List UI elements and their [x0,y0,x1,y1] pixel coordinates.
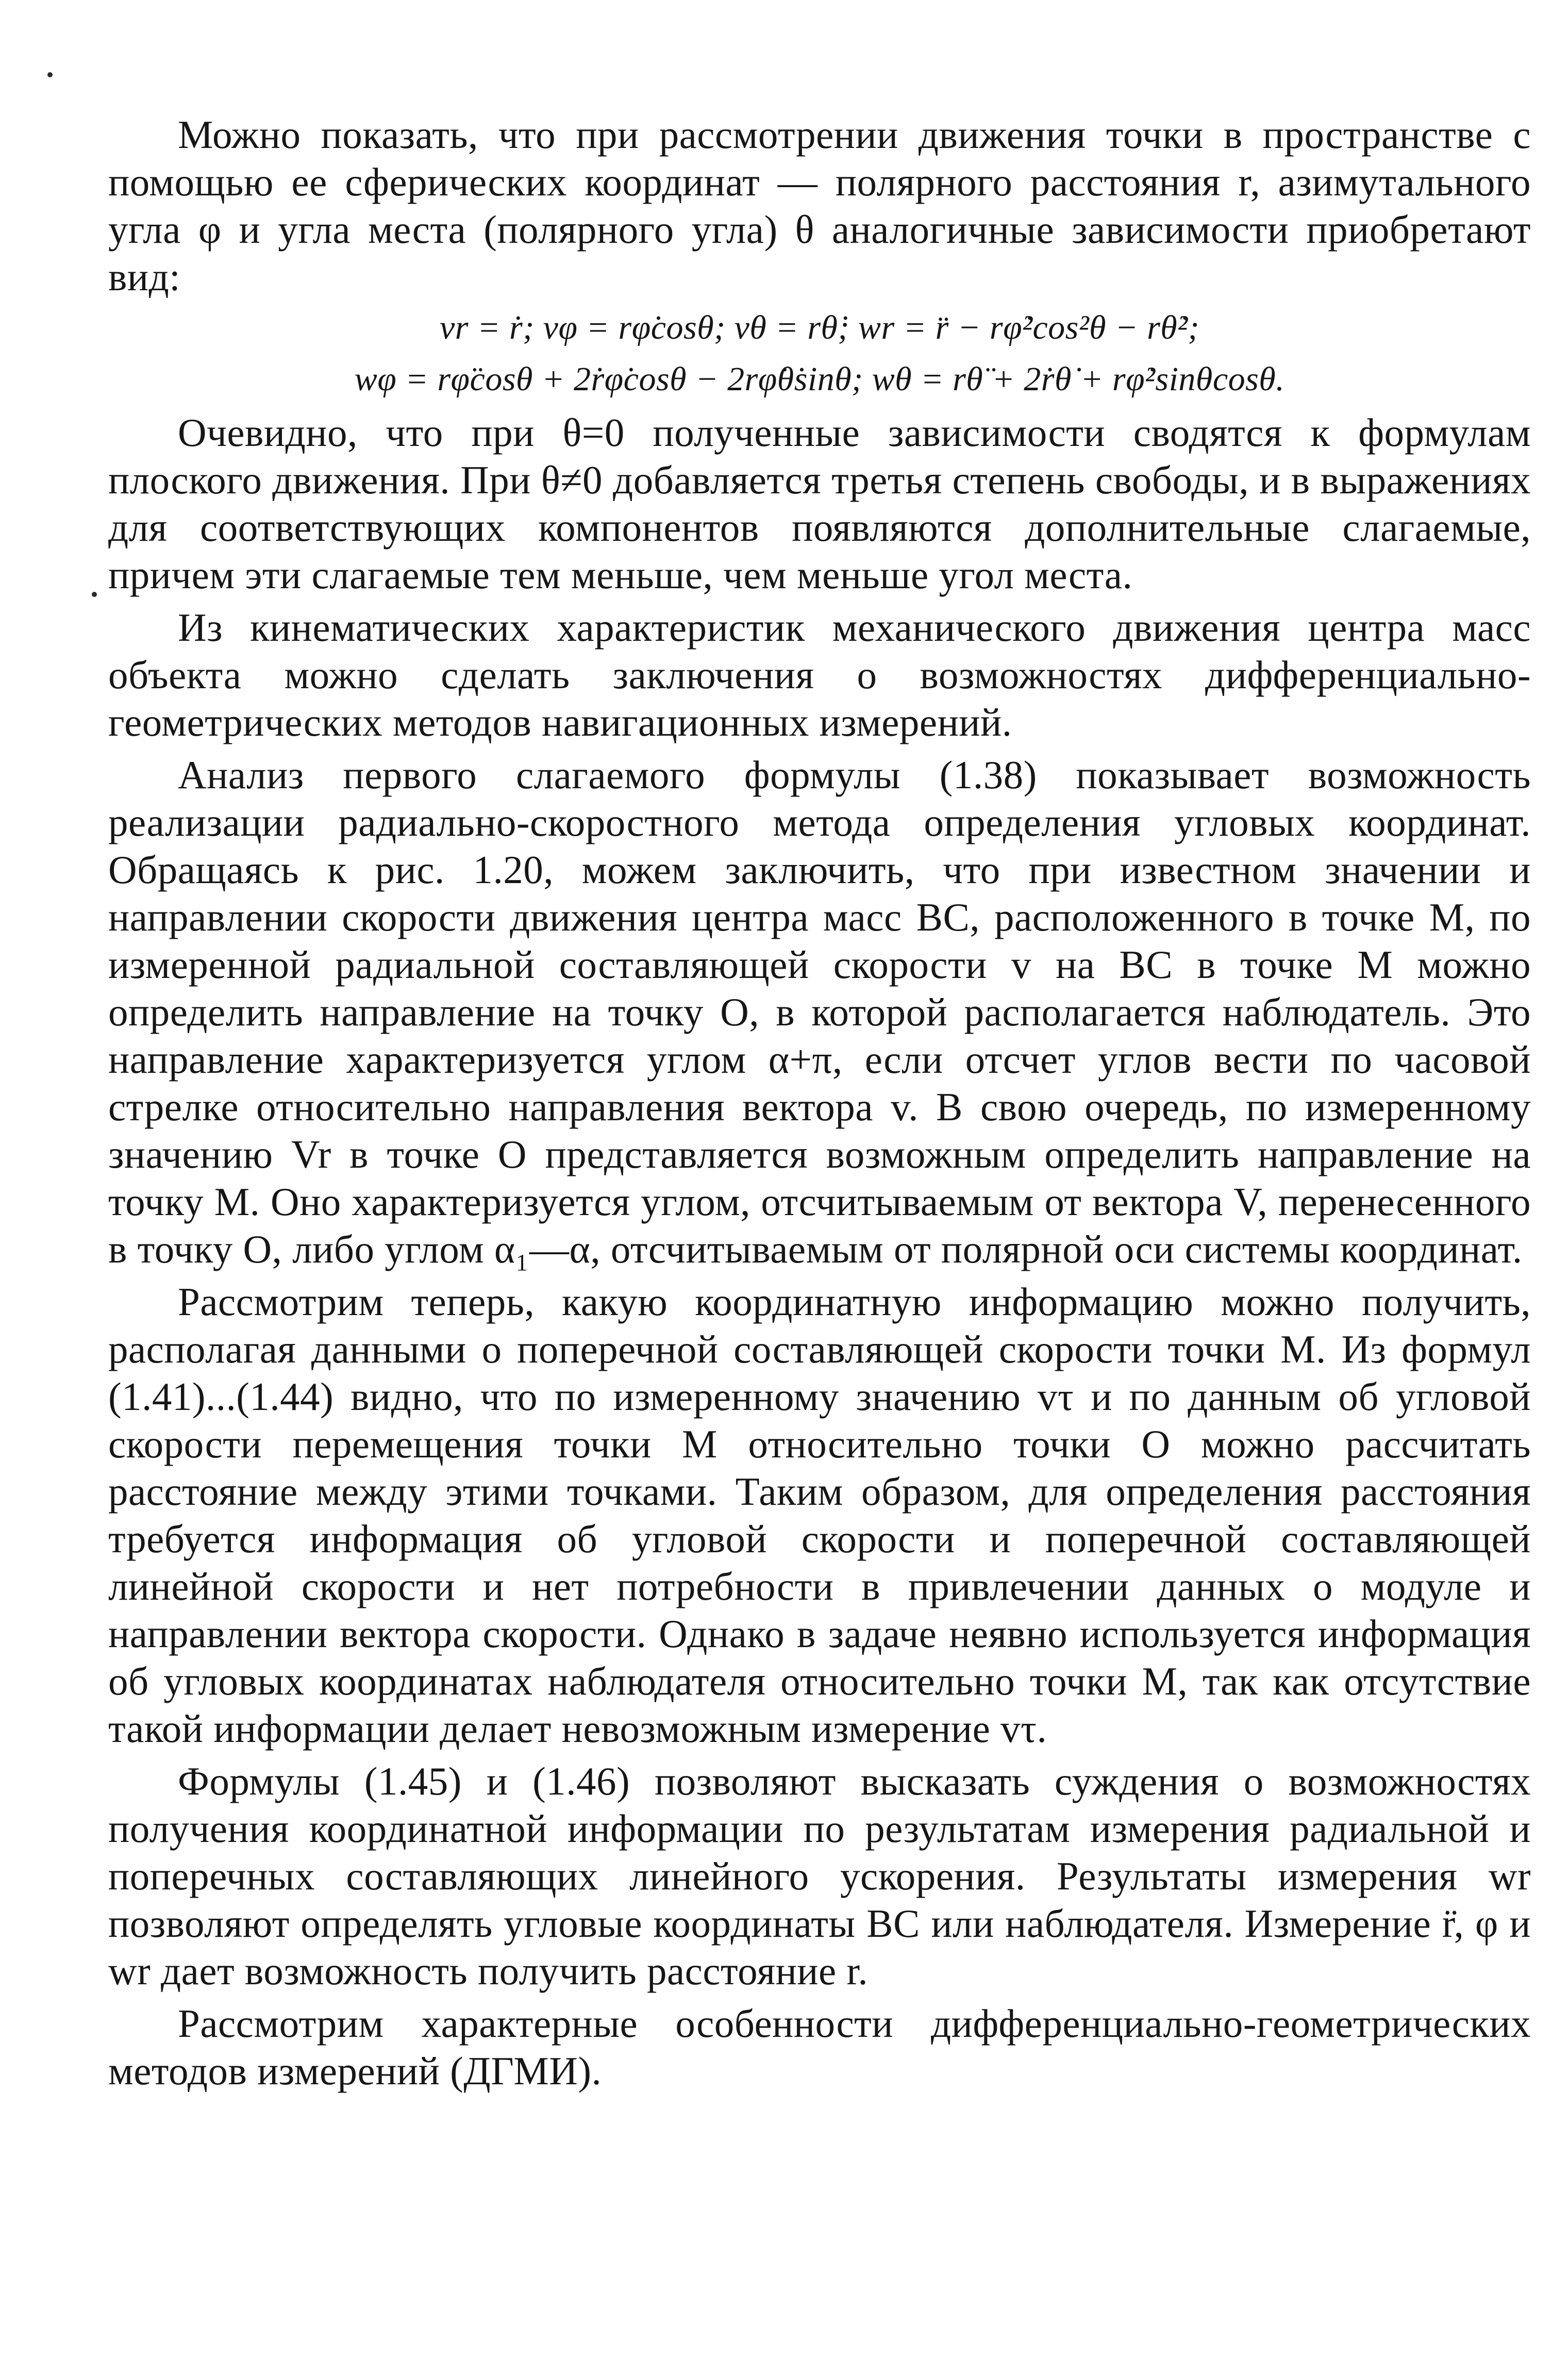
paragraph-kinematic-conclusions: Из кинематических характеристик механического движения центра масс объекта можно сделать заключения о возможностях дифференциально-геометрических методов навигационных измерений. [108,605,1531,744]
paragraph-acceleration-measurement: Формулы (1.45) и (1.46) позволяют высказать суждения о возможностях получения координатной информации по результатам измерения радиальной и поперечных составляющих линейного ускорения. Результаты измерения wr позволяют определять угловые координаты ВС или наблюдателя. Измерение r̈, φ и wr дает возможность получить расстояние r. [108,1759,1531,1993]
formula-velocity-components: vr = ṙ; vφ = rφ̇cosθ; vθ = rθ̇; wr = r̈ − rφ̇²cos²θ − rθ̇²; [440,309,1199,346]
paragraph-theta-zero: Очевидно, что при θ=0 полученные зависимости сводятся к формулам плоского движения. При θ≠0 добавляется третья степень свободы, и в выражениях для соответствующих компонентов появляются дополнительные слагаемые, причем эти слагаемые тем меньше, чем меньше угол места. [108,410,1531,597]
document-page [108,111,1531,2100]
scan-speck [47,72,53,77]
paragraph-transverse-velocity: Рассмотрим теперь, какую координатную информацию можно получить, располагая данными о поперечной составляющей скорости точки M. Из формул (1.41)...(1.44) видно, что по измеренному значению vτ и по данным об угловой скорости перемещения точки M относительно точки O можно рассчитать расстояние между этими точками. Таким образом, для определения расстояния требуется информация об угловой скорости и поперечной составляющей линейной скорости и нет потребности в привлечении данных о модуле и направлении вектора скорости. Однако в задаче неявно используется информация об угловых координатах наблюдателя относительно точки M, так как отсутствие такой информации делает невозможным измерение vτ. [108,1280,1531,1751]
paragraph-radial-velocity-method: Анализ первого слагаемого формулы (1.38) показывает возможность реализации радиально-скоростного метода определения угловых координат. Обращаясь к рис. 1.20, можем заключить, что при известном значении и направлении скорости движения центра масс ВС, расположенного в точке M, по измеренной радиальной составляющей скорости v на ВС в точке M можно определить направление на точку O, в которой располагается наблюдатель. Это направление характеризуется углом α+π, если отсчет углов вести по часовой стрелке относительно направления вектора v. В свою очередь, по измеренному значению Vr в точке O представляется возможным определить направление на точку M. Оно характеризуется углом, отсчитываемым от вектора V, перенесенного в точку O, либо углом α₁—α, отсчитываемым от полярной оси системы координат. [108,753,1531,1271]
paragraph-dgmi-features: Рассмотрим характерные особенности дифференциально-геометрических методов измерений (ДГМИ). [108,2001,1531,2093]
scan-speck [92,592,97,597]
paragraph-spherical-intro: Можно показать, что при рассмотрении движения точки в пространстве с помощью ее сферических координат — полярного расстояния r, азимутального угла φ и угла места (полярного угла) θ аналогичные зависимости приобретают вид: [108,112,1531,299]
formula-acceleration-components: wφ = rφ̈cosθ + 2ṙφ̇cosθ − 2rφ̇θ̇sinθ; wθ = rθ̈ + 2ṙθ̇ + rφ̇²sinθcosθ. [354,360,1285,398]
